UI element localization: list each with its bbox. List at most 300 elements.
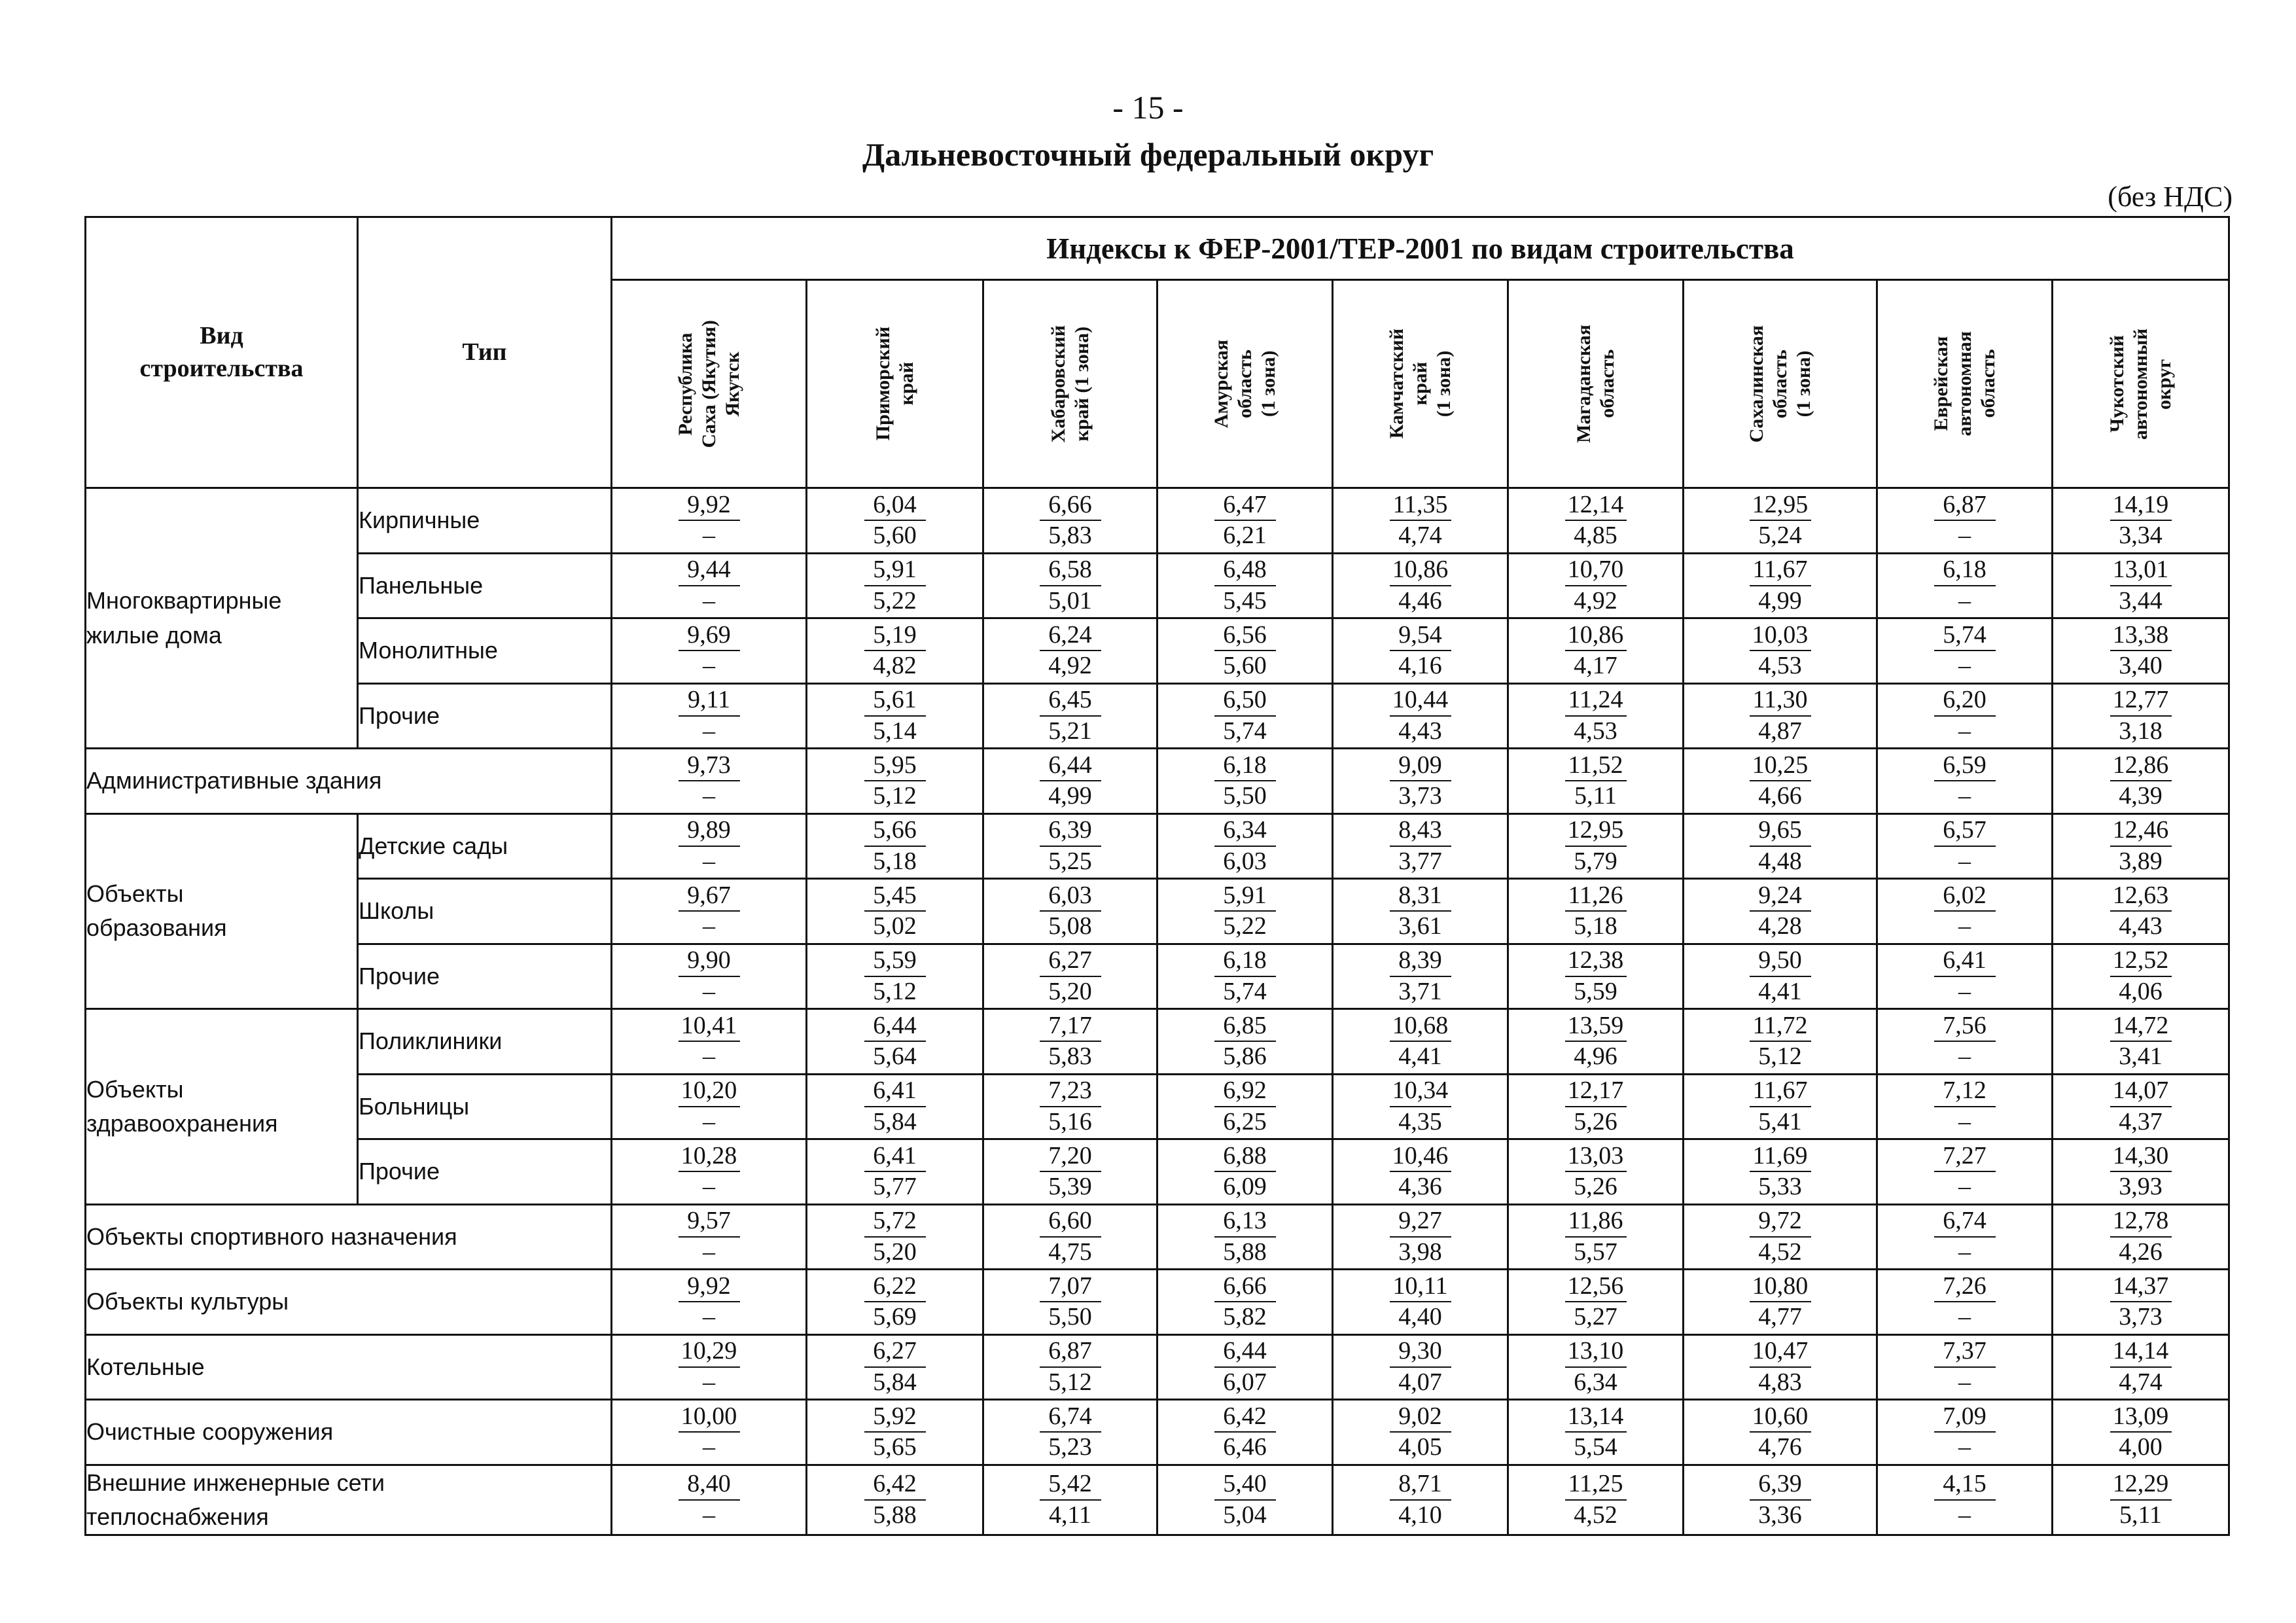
index-value-top: 9,92 (679, 1272, 740, 1303)
header-type: Тип (358, 217, 612, 488)
index-cell (1877, 1139, 2053, 1205)
index-value-bottom: – (703, 1433, 715, 1461)
index-value-bottom: 4,36 (1398, 1173, 1442, 1201)
index-value-top: 14,14 (2110, 1336, 2172, 1368)
region-header: Сахалинская область (1 зона) (1684, 280, 1877, 488)
index-value-top: 6,24 (1040, 620, 1101, 652)
index-cell (2053, 1009, 2229, 1075)
index-cell (612, 553, 807, 618)
table-row (86, 1139, 2229, 1205)
table-row (86, 683, 2229, 749)
vat-note: (без НДС) (2108, 181, 2233, 213)
index-cell (1157, 553, 1333, 618)
index-value-bottom: 5,12 (873, 977, 917, 1005)
index-cell (807, 1009, 983, 1075)
index-cell (1333, 1074, 1508, 1139)
index-value-top: 10,70 (1565, 555, 1627, 586)
index-value-bottom: 6,21 (1223, 522, 1267, 550)
index-cell (983, 1270, 1157, 1335)
index-value-bottom: 3,61 (1398, 912, 1442, 940)
index-cell (1333, 1465, 1508, 1535)
index-value-bottom: 3,98 (1398, 1238, 1442, 1266)
construction-type: Прочие (358, 683, 612, 749)
index-cell (1684, 618, 1877, 684)
index-value-top: 6,59 (1934, 751, 1996, 782)
index-value-bottom: 3,73 (1398, 782, 1442, 810)
index-value-top: 13,03 (1565, 1141, 1627, 1173)
index-value-bottom: 5,50 (1223, 782, 1267, 810)
table-row (86, 1400, 2229, 1465)
index-value-bottom: 5,25 (1048, 847, 1092, 875)
table-row (86, 879, 2229, 944)
index-value-bottom: – (1958, 1043, 1971, 1071)
index-cell (1684, 749, 1877, 814)
index-value-bottom: 5,54 (1574, 1433, 1617, 1461)
index-value-top: 10,44 (1390, 685, 1451, 717)
index-value-bottom: 5,26 (1574, 1107, 1617, 1135)
index-value-bottom: 5,69 (873, 1303, 917, 1331)
table-row (86, 1074, 2229, 1139)
index-value-top: 6,56 (1214, 620, 1276, 652)
region-header: Республика Саха (Якутия) Якутск (612, 280, 807, 488)
index-value-top: 10,20 (679, 1076, 740, 1107)
index-value-top: 10,34 (1390, 1076, 1451, 1107)
index-value-top: 11,25 (1565, 1469, 1627, 1501)
index-value-bottom: 5,74 (1223, 977, 1267, 1005)
index-value-top: 7,56 (1934, 1011, 1996, 1043)
index-value-top: 9,54 (1390, 620, 1451, 652)
index-cell (1684, 1400, 1877, 1465)
index-value-top: 9,50 (1750, 946, 1811, 977)
index-value-bottom: 5,59 (1574, 977, 1617, 1005)
index-value-top: 13,10 (1565, 1336, 1627, 1368)
index-cell (1684, 1074, 1877, 1139)
index-cell (2053, 1139, 2229, 1205)
index-value-top: 6,20 (1934, 685, 1996, 717)
index-cell (1877, 879, 2053, 944)
index-value-top: 6,87 (1934, 490, 1996, 522)
index-table (84, 216, 2230, 1536)
index-value-top: 6,13 (1214, 1206, 1276, 1238)
index-value-top: 12,29 (2110, 1469, 2172, 1501)
index-cell (1684, 944, 1877, 1009)
index-value-top: 6,60 (1040, 1206, 1101, 1238)
index-value-top: 9,57 (679, 1206, 740, 1238)
construction-kind: Многоквартирные жилые дома (86, 488, 358, 749)
index-cell (983, 618, 1157, 684)
index-value-top: 5,74 (1934, 620, 1996, 652)
index-value-top: 13,14 (1565, 1402, 1627, 1433)
index-value-bottom: 5,23 (1048, 1433, 1092, 1461)
index-cell (807, 749, 983, 814)
index-cell (1877, 618, 2053, 684)
construction-type: Прочие (358, 944, 612, 1009)
index-value-top: 10,68 (1390, 1011, 1451, 1043)
index-value-bottom: 4,40 (1398, 1303, 1442, 1331)
index-value-top: 10,60 (1750, 1402, 1811, 1433)
index-value-bottom: 3,89 (2119, 847, 2163, 875)
index-value-bottom: 4,05 (1398, 1433, 1442, 1461)
index-value-bottom: – (1958, 522, 1971, 550)
index-value-bottom: 5,18 (873, 847, 917, 875)
index-value-bottom: 4,82 (873, 652, 917, 680)
index-cell (1877, 488, 2053, 554)
index-value-top: 12,86 (2110, 751, 2172, 782)
index-value-top: 10,11 (1390, 1272, 1451, 1303)
table-row (86, 1009, 2229, 1075)
index-value-bottom: 5,39 (1048, 1173, 1092, 1201)
index-value-bottom: – (1958, 1433, 1971, 1461)
table-body (86, 488, 2229, 1535)
index-value-bottom: 4,53 (1574, 717, 1617, 745)
index-cell (1157, 488, 1333, 554)
page-title: Дальневосточный федеральный округ (862, 136, 1434, 173)
construction-kind: Внешние инженерные сети теплоснабжения (86, 1465, 612, 1535)
index-value-top: 8,40 (679, 1469, 740, 1501)
index-value-bottom: 5,21 (1048, 717, 1092, 745)
index-value-top: 9,89 (679, 815, 740, 847)
index-value-bottom: 5,64 (873, 1043, 917, 1071)
index-cell (1508, 1334, 1684, 1400)
index-value-top: 7,07 (1040, 1272, 1101, 1303)
index-cell (807, 488, 983, 554)
index-cell (2053, 879, 2229, 944)
index-value-bottom: 3,18 (2119, 717, 2163, 745)
index-value-top: 5,95 (864, 751, 926, 782)
index-cell (807, 618, 983, 684)
index-cell (612, 1204, 807, 1270)
index-cell (612, 1139, 807, 1205)
index-value-bottom: 4,76 (1758, 1433, 1802, 1461)
index-cell (1508, 944, 1684, 1009)
index-value-top: 10,28 (679, 1141, 740, 1173)
index-cell (1877, 553, 2053, 618)
index-value-bottom: 5,20 (873, 1238, 917, 1266)
index-value-bottom: 5,16 (1048, 1107, 1092, 1135)
index-value-bottom: 4,07 (1398, 1368, 1442, 1396)
index-value-top: 9,90 (679, 946, 740, 977)
index-cell (983, 813, 1157, 879)
index-cell (1508, 1204, 1684, 1270)
index-cell (1508, 1400, 1684, 1465)
construction-type: Прочие (358, 1139, 612, 1205)
index-cell (1157, 1139, 1333, 1205)
index-cell (807, 1204, 983, 1270)
index-value-bottom: – (703, 1173, 715, 1201)
index-value-bottom: – (703, 847, 715, 875)
index-value-bottom: – (703, 1238, 715, 1266)
index-cell (1157, 1074, 1333, 1139)
index-cell (1508, 1074, 1684, 1139)
index-value-bottom: 5,02 (873, 912, 917, 940)
index-value-bottom: 4,28 (1758, 912, 1802, 940)
index-value-top: 8,43 (1390, 815, 1451, 847)
index-value-bottom: 4,52 (1574, 1501, 1617, 1529)
index-value-bottom: – (703, 1107, 715, 1135)
index-value-top: 9,73 (679, 751, 740, 782)
index-value-bottom: – (703, 586, 715, 615)
index-value-bottom: 5,18 (1574, 912, 1617, 940)
index-value-top: 6,92 (1214, 1076, 1276, 1107)
index-cell (807, 944, 983, 1009)
index-value-bottom: 5,22 (873, 586, 917, 615)
index-value-bottom: – (703, 977, 715, 1005)
index-value-top: 10,03 (1750, 620, 1811, 652)
index-cell (1508, 1009, 1684, 1075)
index-value-top: 13,38 (2110, 620, 2172, 652)
index-value-bottom: 4,43 (1398, 717, 1442, 745)
index-cell (612, 683, 807, 749)
index-cell (2053, 683, 2229, 749)
index-value-bottom: 5,83 (1048, 1043, 1092, 1071)
index-value-top: 6,74 (1934, 1206, 1996, 1238)
index-value-bottom: 4,92 (1048, 652, 1092, 680)
index-cell (1684, 879, 1877, 944)
index-value-top: 6,66 (1040, 490, 1101, 522)
index-cell (1508, 813, 1684, 879)
index-value-bottom: 4,83 (1758, 1368, 1802, 1396)
index-cell (983, 488, 1157, 554)
index-cell (612, 879, 807, 944)
index-value-top: 12,77 (2110, 685, 2172, 717)
index-value-top: 9,69 (679, 620, 740, 652)
index-cell (1508, 553, 1684, 618)
construction-type: Кирпичные (358, 488, 612, 554)
index-value-bottom: – (1958, 1368, 1971, 1396)
index-value-top: 6,27 (864, 1336, 926, 1368)
index-cell (1333, 1334, 1508, 1400)
index-value-top: 7,12 (1934, 1076, 1996, 1107)
region-header: Амурская область (1 зона) (1157, 280, 1333, 488)
index-value-top: 12,52 (2110, 946, 2172, 977)
index-cell (1333, 749, 1508, 814)
index-value-bottom: 5,84 (873, 1368, 917, 1396)
index-value-top: 10,86 (1565, 620, 1627, 652)
index-value-bottom: – (1958, 1501, 1971, 1529)
index-value-top: 6,44 (1214, 1336, 1276, 1368)
table-row (86, 488, 2229, 554)
index-value-bottom: – (703, 1501, 715, 1529)
index-value-top: 12,63 (2110, 881, 2172, 912)
index-cell (1157, 618, 1333, 684)
index-value-bottom: 4,74 (1398, 522, 1442, 550)
index-cell (807, 1400, 983, 1465)
index-value-bottom: 3,93 (2119, 1173, 2163, 1201)
index-value-top: 11,67 (1750, 1076, 1811, 1107)
region-header: Приморский край (807, 280, 983, 488)
index-value-top: 5,66 (864, 815, 926, 847)
index-value-top: 6,58 (1040, 555, 1101, 586)
index-value-bottom: 4,37 (2119, 1107, 2163, 1135)
index-value-top: 6,66 (1214, 1272, 1276, 1303)
index-value-bottom: 4,00 (2119, 1433, 2163, 1461)
index-value-bottom: 4,10 (1398, 1501, 1442, 1529)
index-value-top: 13,09 (2110, 1402, 2172, 1433)
index-value-top: 12,95 (1750, 490, 1811, 522)
index-value-top: 6,02 (1934, 881, 1996, 912)
index-cell (807, 1465, 983, 1535)
index-value-bottom: 4,39 (2119, 782, 2163, 810)
index-cell (1508, 1465, 1684, 1535)
index-cell (1333, 879, 1508, 944)
construction-type: Монолитные (358, 618, 612, 684)
index-cell (1157, 879, 1333, 944)
table-row (86, 553, 2229, 618)
index-cell (1508, 749, 1684, 814)
index-cell (807, 1139, 983, 1205)
index-value-bottom: 6,07 (1223, 1368, 1267, 1396)
index-value-top: 9,92 (679, 490, 740, 522)
index-value-bottom: 3,36 (1758, 1501, 1802, 1529)
index-value-top: 5,91 (864, 555, 926, 586)
index-value-bottom: – (1958, 586, 1971, 615)
index-cell (1157, 749, 1333, 814)
index-value-bottom: 4,99 (1758, 586, 1802, 615)
index-value-top: 10,80 (1750, 1272, 1811, 1303)
index-value-top: 7,27 (1934, 1141, 1996, 1173)
index-value-bottom: 5,57 (1574, 1238, 1617, 1266)
index-value-bottom: – (1958, 1107, 1971, 1135)
index-value-top: 9,30 (1390, 1336, 1451, 1368)
index-value-top: 7,17 (1040, 1011, 1101, 1043)
index-cell (2053, 488, 2229, 554)
index-value-bottom: – (703, 912, 715, 940)
index-cell (1877, 1074, 2053, 1139)
index-value-bottom: 4,77 (1758, 1303, 1802, 1331)
index-value-top: 11,72 (1750, 1011, 1811, 1043)
page-number: - 15 - (1112, 89, 1184, 126)
index-value-bottom: 4,06 (2119, 977, 2163, 1005)
index-value-top: 6,42 (864, 1469, 926, 1501)
index-value-bottom: 4,74 (2119, 1368, 2163, 1396)
index-cell (612, 1270, 807, 1335)
index-value-top: 12,14 (1565, 490, 1627, 522)
construction-kind: Объекты здравоохранения (86, 1009, 358, 1205)
index-value-bottom: 4,41 (1398, 1043, 1442, 1071)
index-value-top: 14,19 (2110, 490, 2172, 522)
index-cell (1877, 1400, 2053, 1465)
index-value-top: 9,09 (1390, 751, 1451, 782)
index-value-bottom: 5,65 (873, 1433, 917, 1461)
index-value-top: 9,44 (679, 555, 740, 586)
index-value-top: 7,20 (1040, 1141, 1101, 1173)
table-row (86, 1334, 2229, 1400)
region-header: Магаданская область (1508, 280, 1684, 488)
index-value-top: 5,61 (864, 685, 926, 717)
index-value-bottom: 4,99 (1048, 782, 1092, 810)
index-value-bottom: 4,26 (2119, 1238, 2163, 1266)
index-value-top: 8,31 (1390, 881, 1451, 912)
index-value-top: 6,47 (1214, 490, 1276, 522)
index-value-top: 9,11 (679, 685, 740, 717)
index-value-bottom: 4,41 (1758, 977, 1802, 1005)
index-cell (983, 1139, 1157, 1205)
index-value-bottom: 5,26 (1574, 1173, 1617, 1201)
index-value-top: 6,50 (1214, 685, 1276, 717)
index-value-bottom: 5,33 (1758, 1173, 1802, 1201)
index-cell (1877, 1334, 2053, 1400)
index-value-bottom: 5,50 (1048, 1303, 1092, 1331)
index-cell (1508, 1139, 1684, 1205)
index-cell (2053, 813, 2229, 879)
index-value-bottom: 5,04 (1223, 1501, 1267, 1529)
construction-kind: Очистные сооружения (86, 1400, 612, 1465)
index-value-top: 11,52 (1565, 751, 1627, 782)
index-value-top: 10,46 (1390, 1141, 1451, 1173)
index-value-top: 12,46 (2110, 815, 2172, 847)
index-value-bottom: 4,87 (1758, 717, 1802, 745)
index-value-bottom: – (703, 522, 715, 550)
index-value-top: 7,23 (1040, 1076, 1101, 1107)
index-cell (2053, 944, 2229, 1009)
index-cell (612, 813, 807, 879)
construction-kind: Объекты спортивного назначения (86, 1204, 612, 1270)
table-row (86, 749, 2229, 814)
index-value-bottom: 3,71 (1398, 977, 1442, 1005)
index-value-bottom: 4,35 (1398, 1107, 1442, 1135)
index-value-top: 9,27 (1390, 1206, 1451, 1238)
index-cell (983, 553, 1157, 618)
index-value-bottom: 5,86 (1223, 1043, 1267, 1071)
index-cell (1508, 618, 1684, 684)
index-cell (1684, 1465, 1877, 1535)
index-cell (612, 1009, 807, 1075)
region-header: Хабаровский край (1 зона) (983, 280, 1157, 488)
index-value-top: 6,41 (864, 1141, 926, 1173)
index-value-bottom: 6,25 (1223, 1107, 1267, 1135)
index-value-top: 9,72 (1750, 1206, 1811, 1238)
index-value-bottom: 4,92 (1574, 586, 1617, 615)
index-value-top: 7,37 (1934, 1336, 1996, 1368)
index-cell (807, 1270, 983, 1335)
index-cell (1333, 1400, 1508, 1465)
index-value-bottom: – (1958, 652, 1971, 680)
index-value-top: 4,15 (1934, 1469, 1996, 1501)
index-value-bottom: – (703, 1368, 715, 1396)
index-value-top: 9,02 (1390, 1402, 1451, 1433)
index-value-bottom: 5,88 (873, 1501, 917, 1529)
index-value-bottom: 5,11 (2119, 1501, 2163, 1529)
construction-type: Школы (358, 879, 612, 944)
index-cell (983, 944, 1157, 1009)
index-value-bottom: 3,34 (2119, 522, 2163, 550)
index-value-bottom: 3,73 (2119, 1303, 2163, 1331)
index-value-bottom: 5,60 (1223, 652, 1267, 680)
index-value-top: 7,09 (1934, 1402, 1996, 1433)
index-cell (1684, 683, 1877, 749)
index-cell (807, 879, 983, 944)
index-cell (983, 1074, 1157, 1139)
index-value-bottom: 4,11 (1048, 1501, 1092, 1529)
index-value-bottom: 5,74 (1223, 717, 1267, 745)
index-value-top: 12,38 (1565, 946, 1627, 977)
index-cell (1333, 488, 1508, 554)
index-cell (2053, 553, 2229, 618)
index-value-bottom: 4,43 (2119, 912, 2163, 940)
index-value-top: 6,45 (1040, 685, 1101, 717)
index-cell (807, 683, 983, 749)
index-cell (983, 1400, 1157, 1465)
index-value-bottom: 5,12 (1048, 1368, 1092, 1396)
index-value-bottom: 5,22 (1223, 912, 1267, 940)
index-value-top: 8,71 (1390, 1469, 1451, 1501)
index-value-top: 6,87 (1040, 1336, 1101, 1368)
index-value-top: 6,03 (1040, 881, 1101, 912)
index-cell (1684, 1009, 1877, 1075)
construction-kind: Объекты культуры (86, 1270, 612, 1335)
index-value-bottom: 6,03 (1223, 847, 1267, 875)
index-value-bottom: 5,01 (1048, 586, 1092, 615)
